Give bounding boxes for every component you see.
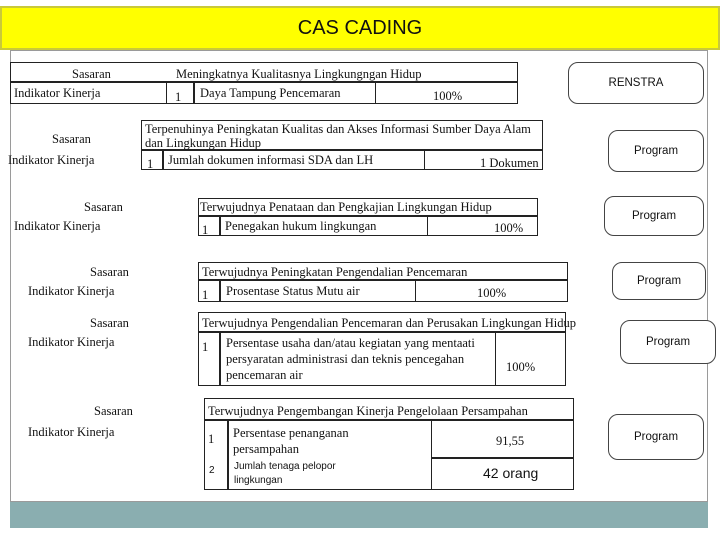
level-5-tag-program: Program [620,320,716,364]
level-3-indicator-text: Penegakan hukum lingkungan [225,219,377,233]
level-4-tag-program: Program [612,262,706,300]
level-2-sasaran-text: Terpenuhinya Peningkatan Kualitas dan Akses Informasi Sumber Daya Alam dan Lingkungan Hidup [145,122,531,150]
level-4-sasaran-text: Terwujudnya Peningkatan Pengendalian Pencemaran [202,265,468,279]
level-2-sasaran-label: Sasaran [52,132,91,146]
level-4-indikator-label: Indikator Kinerja [28,284,115,298]
level-6-indicator-2-target: 42 orang [483,465,539,481]
level-1-indicator-number: 1 [175,90,182,104]
level-3-sasaran-text: Terwujudnya Penataan dan Pengkajian Lingkungan Hidup [200,200,492,214]
level-4-indicator-number: 1 [202,288,209,302]
level-6-sasaran-text: Terwujudnya Pengembangan Kinerja Pengelolaan Persampahan [208,404,528,418]
level-5-indicator-text: Persentase usaha dan/atau kegiatan yang mentaati persyaratan administrasi dan teknis pencegahan pencemaran air [226,336,475,382]
bottom-bar [10,502,708,528]
level-2-tag-program: Program [608,130,704,172]
level-1-target: 100% [433,89,463,103]
level-3-indicator-number: 1 [202,223,209,237]
level-2-indikator-label: Indikator Kinerja [8,153,95,167]
page-title: CAS CADING [0,6,720,50]
level-6-indicator-2-text: Jumlah tenaga pelopor lingkungan [234,461,336,486]
level-5-indicator-number: 1 [202,340,209,354]
level-5-target: 100% [506,360,536,374]
level-6-indikator-label: Indikator Kinerja [28,425,115,439]
level-1-indicator-text: Daya Tampung Pencemaran [200,86,341,100]
level-1-indikator-label: Indikator Kinerja [14,86,101,100]
level-5-indikator-label: Indikator Kinerja [28,335,115,349]
level-6-indicator-1-text: Persentase penanganan persampahan [233,426,349,456]
level-4-target: 100% [477,286,507,300]
level-1-tag-renstra: RENSTRA [568,62,704,104]
level-2-target: 1 Dokumen [480,156,539,170]
level-3-indikator-label: Indikator Kinerja [14,219,101,233]
level-6-sasaran-label: Sasaran [94,404,133,418]
level-3-sasaran-label: Sasaran [84,200,123,214]
level-3-target: 100% [494,221,524,235]
level-6-indicator-2-number: 2 [209,465,215,476]
level-4-sasaran-label: Sasaran [90,265,129,279]
level-1-sasaran-text: Meningkatnya Kualitasnya Lingkungngan Hidup [176,67,422,81]
level-6-indicator-1-target: 91,55 [496,434,525,448]
level-4-indicator-text: Prosentase Status Mutu air [226,284,360,298]
level-6-number-column [204,420,228,490]
level-6-tag-program: Program [608,414,704,460]
level-5-sasaran-text: Terwujudnya Pengendalian Pencemaran dan Perusakan Lingkungan Hidup [202,316,577,330]
level-2-indicator-number: 1 [147,157,154,171]
level-6-indicator-1-number: 1 [208,432,215,446]
level-3-tag-program: Program [604,196,704,236]
level-1-sasaran-label: Sasaran [72,67,111,81]
level-2-indicator-text: Jumlah dokumen informasi SDA dan LH [168,153,374,167]
level-5-sasaran-label: Sasaran [90,316,129,330]
